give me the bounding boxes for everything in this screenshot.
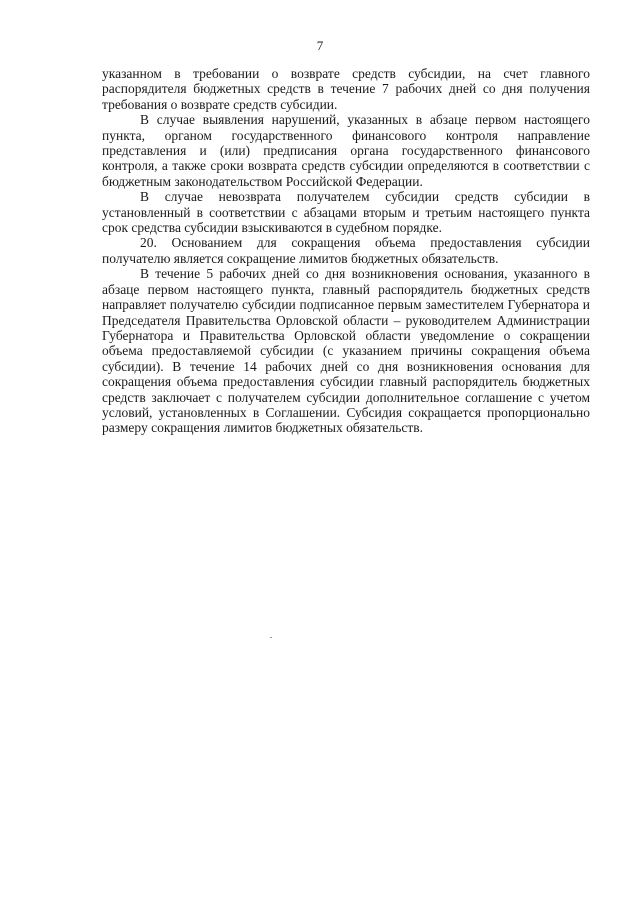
paragraph-non-return: В случае невозврата получателем субсидии средств субсидии в установленный в соответствии с абзацами вторым и третьим настоящего пункта срок средства субсидии взыскиваются в судебном порядке.: [102, 189, 590, 236]
paragraph-clause-20: 20. Основанием для сокращения объема предоставления субсидии получателю является сокращение лимитов бюджетных обязательств.: [102, 235, 590, 266]
paragraph-violations: В случае выявления нарушений, указанных в абзаце первом настоящего пункта, органом государственного финансового контроля направление представления и (или) предписания органа государственного финансового контроля, а также сроки возврата средств субсидии определяются в соответствии с бюджетным законодательством Российской Федерации.: [102, 112, 590, 189]
page-number: 7: [316, 38, 324, 53]
document-body: [102, 66, 590, 436]
paragraph-continuation: указанном в требовании о возврате средств субсидии, на счет главного распорядителя бюджетных средств в течение 7 рабочих дней со дня получения требования о возврате средств субсидии.: [102, 66, 590, 112]
scan-artifact: [270, 637, 272, 638]
paragraph-notification: В течение 5 рабочих дней со дня возникновения основания, указанного в абзаце первом настоящего пункта, главный распорядитель бюджетных средств направляет получателю субсидии подписанное первым заместителем Губернатора и Председателя Правительства Орловской области – руководителем Администрации Губернатора и Правительства Орловской области уведомление о сокращении объема предоставляемой субсидии (с указанием причины сокращения объема субсидии). В течение 14 рабочих дней со дня возникновения основания для сокращения объема предоставления субсидии главный распорядитель бюджетных средств заключает с получателем субсидии дополнительное соглашение с учетом условий, установленных в Соглашении. Субсидия сокращается пропорционально размеру сокращения лимитов бюджетных обязательств.: [102, 266, 590, 436]
